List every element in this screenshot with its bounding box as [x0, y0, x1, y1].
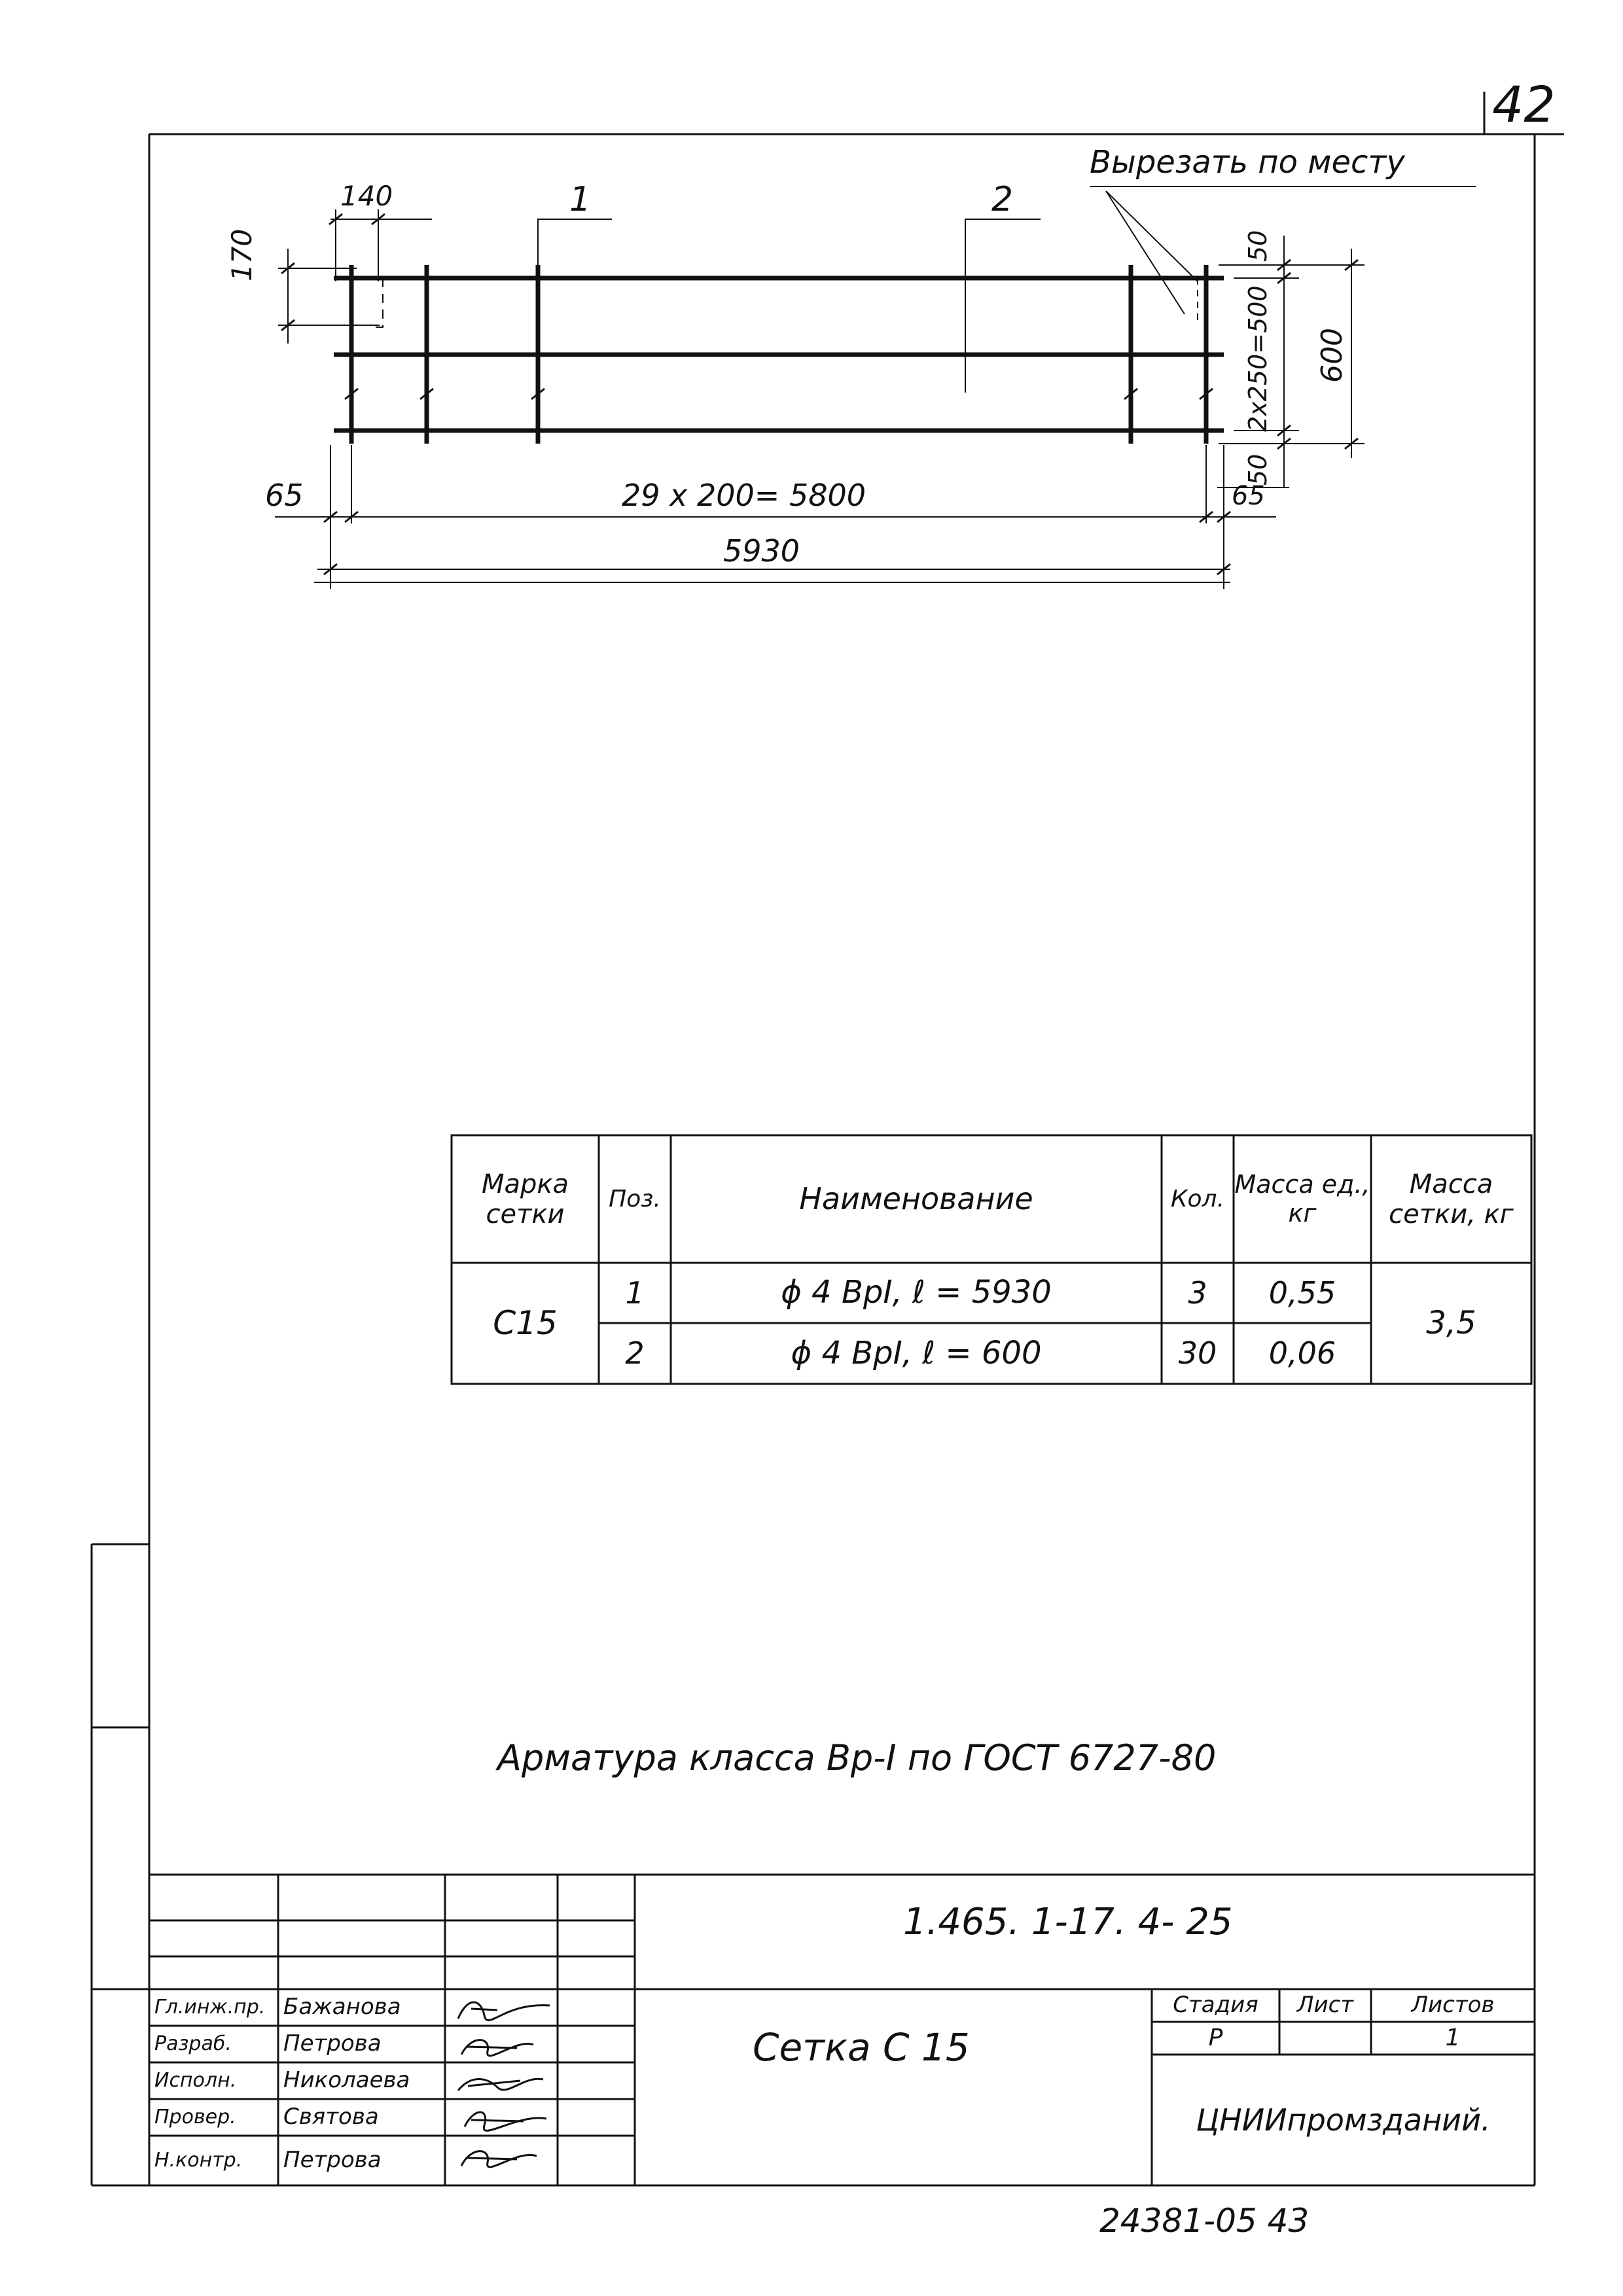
stage-value: Р: [1208, 2024, 1223, 2052]
sheet-label: Лист: [1296, 1992, 1354, 2019]
reinforcement-note: Арматура класса Вр-I по ГОСТ 6727-80: [497, 1737, 1217, 1778]
dim-2x250: 2x250=500: [1243, 285, 1272, 432]
row-1-unit-mass: 0,55: [1268, 1275, 1336, 1311]
mesh-mark: С15: [493, 1303, 558, 1342]
row-1-position: 1: [625, 1275, 645, 1311]
signer-role: Н.контр.: [154, 2148, 243, 2172]
document-code: 1.465. 1-17. 4- 25: [903, 1901, 1233, 1943]
header-position: Поз.: [609, 1185, 661, 1212]
sheets-label: Листов: [1411, 1992, 1495, 2019]
header-name: Наименование: [799, 1181, 1033, 1217]
signature-4: [465, 2112, 546, 2130]
header-unit-mass: Масса ед., кг: [1234, 1169, 1370, 1227]
sheet-number: 42: [1492, 75, 1556, 133]
header-mark: Марка сетки: [481, 1169, 569, 1229]
signer-role: Исполн.: [154, 2068, 237, 2092]
signer-role: Гл.инж.пр.: [154, 1995, 266, 2019]
stage-label: Стадия: [1173, 1992, 1258, 2019]
dim-140: 140: [340, 180, 393, 212]
signature-1: [458, 2002, 550, 2021]
signer-name: Николаева: [283, 2067, 410, 2094]
signature-2: [461, 2040, 533, 2056]
cut-note: Вырезать по месту: [1090, 144, 1405, 181]
signer-name: Святова: [283, 2104, 379, 2130]
dim-600: 600: [1315, 328, 1349, 383]
row-2-unit-mass: 0,06: [1268, 1335, 1336, 1371]
signer-name: Петрова: [283, 2147, 382, 2174]
organization: ЦНИИпромзданий.: [1196, 2102, 1491, 2138]
signer-role: Провер.: [154, 2105, 236, 2128]
signer-name: Петрова: [283, 2030, 382, 2057]
position-label-1: 1: [569, 180, 592, 219]
dim-170: 170: [226, 228, 258, 281]
sheets-value: 1: [1445, 2024, 1461, 2052]
signer-name: Бажанова: [283, 1994, 401, 2021]
row-2-name: ϕ 4 ВрI, ℓ = 600: [791, 1334, 1042, 1371]
signature-5: [461, 2151, 537, 2167]
drawing-title: Сетка С 15: [753, 2025, 970, 2070]
dim-50-top: 50: [1243, 230, 1272, 262]
row-2-position: 2: [625, 1335, 645, 1371]
header-total-mass: Масса сетки, кг: [1389, 1169, 1514, 1229]
row-1-name: ϕ 4 ВрI, ℓ = 5930: [781, 1274, 1052, 1311]
position-label-2: 2: [991, 180, 1014, 219]
dim-65-right: 65: [1232, 481, 1265, 511]
dim-65-left: 65: [265, 478, 304, 513]
mesh-total-mass: 3,5: [1426, 1304, 1476, 1341]
row-1-quantity: 3: [1188, 1275, 1207, 1311]
signer-role: Разраб.: [154, 2032, 232, 2055]
dim-29x200: 29 x 200= 5800: [622, 478, 866, 513]
footer-code: 24381-05 43: [1099, 2202, 1310, 2240]
dim-5930: 5930: [723, 533, 800, 569]
header-quantity: Кол.: [1170, 1185, 1225, 1212]
dim-50-bottom: 50: [1243, 453, 1272, 486]
row-2-quantity: 30: [1178, 1335, 1217, 1371]
signature-3: [458, 2079, 543, 2091]
